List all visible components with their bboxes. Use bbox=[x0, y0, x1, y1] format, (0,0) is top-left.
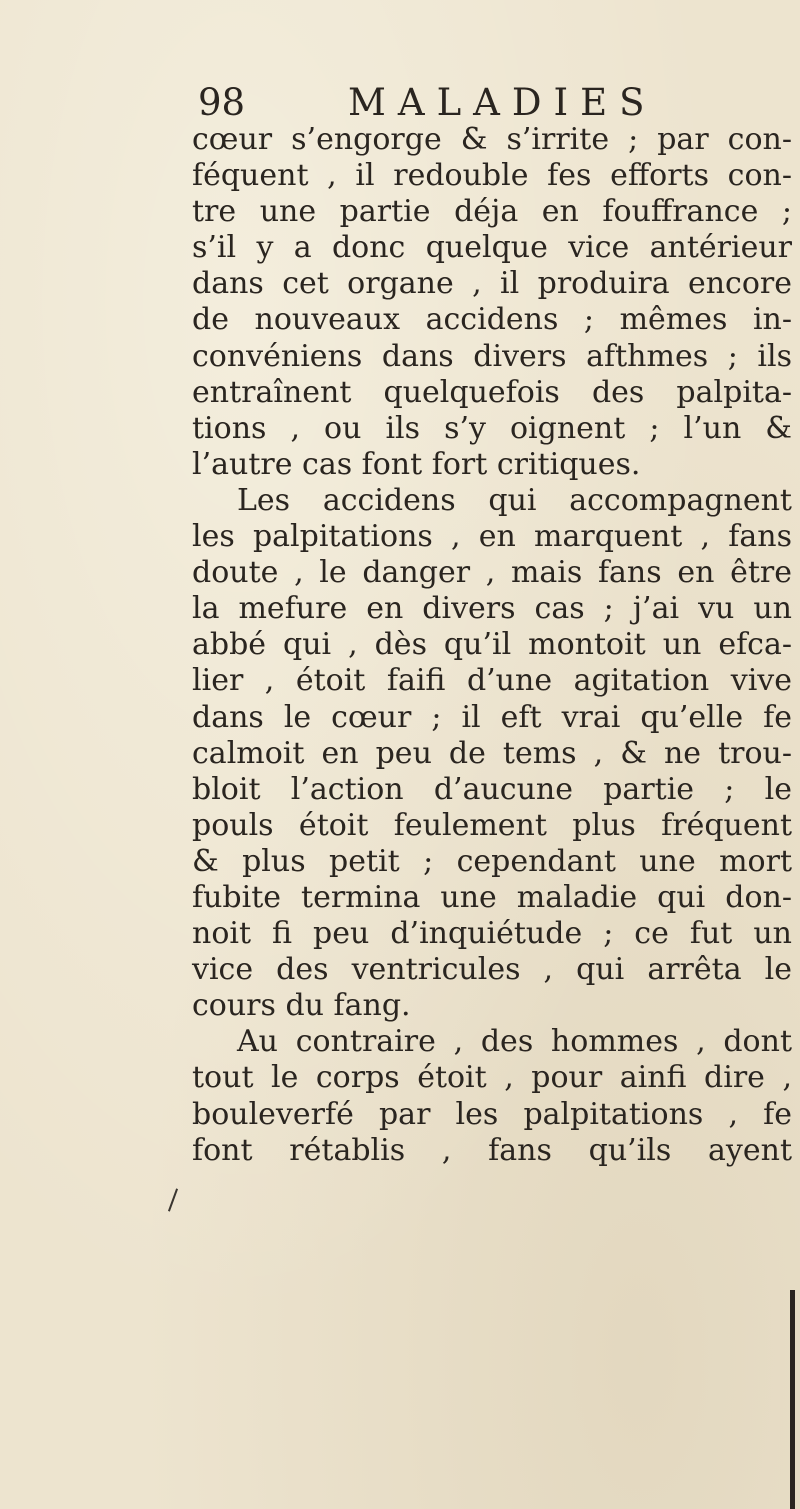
page-header bbox=[198, 80, 657, 126]
text-line: doute , le danger , mais fans en être bbox=[192, 555, 792, 591]
text-line: s’il y a donc quelque vice antérieur bbox=[192, 230, 792, 266]
text-line: pouls étoit feulement plus fréquent bbox=[192, 807, 792, 843]
text-line: entraînent quelquefois des palpita- bbox=[192, 374, 792, 410]
text-line: cœur s’engorge & s’irrite ; par con- bbox=[192, 122, 792, 157]
margin-mark bbox=[168, 1188, 178, 1211]
text-line: bouleverfé par les palpitations , fe bbox=[192, 1096, 792, 1132]
text-line: abbé qui , dès qu’il montoit un efca- bbox=[192, 627, 792, 663]
text-line: tout le corps étoit , pour ainfi dire , bbox=[192, 1060, 792, 1096]
text-line: les palpitations , en marquent , fans bbox=[192, 519, 792, 555]
text-line: noit fi peu d’inquiétude ; ce fut un bbox=[192, 916, 792, 952]
text-line: de nouveaux accidens ; mêmes in- bbox=[192, 302, 792, 338]
text-line: convéniens dans divers afthmes ; ils bbox=[192, 338, 792, 374]
text-line: Au contraire , des hommes , dont bbox=[237, 1024, 792, 1060]
text-line: tions , ou ils s’y oignent ; l’un & bbox=[192, 410, 792, 446]
text-line: féquent , il redouble fes efforts con- bbox=[192, 158, 792, 194]
text-line: vice des ventricules , qui arrêta le bbox=[192, 952, 792, 988]
text-line: l’autre cas font fort critiques. bbox=[192, 446, 641, 482]
page-edge-mark bbox=[790, 1290, 795, 1509]
text-line: & plus petit ; cependant une mort bbox=[192, 843, 792, 879]
running-title: MALADIES bbox=[348, 81, 657, 124]
text-line: la mefure en divers cas ; j’ai vu un bbox=[192, 591, 792, 627]
text-line: fubite termina une maladie qui don- bbox=[192, 879, 792, 915]
text-line: dans le cœur ; il eft vrai qu’elle fe bbox=[192, 699, 792, 735]
text-line: Les accidens qui accompagnent bbox=[237, 482, 792, 518]
text-line: bloit l’action d’aucune partie ; le bbox=[192, 771, 792, 807]
text-line: tre une partie déja en fouffrance ; bbox=[192, 194, 792, 230]
text-line: cours du fang. bbox=[192, 988, 411, 1024]
text-line: lier , étoit faifi d’une agitation vive bbox=[192, 663, 792, 699]
text-line: font rétablis , fans qu’ils ayent bbox=[192, 1132, 792, 1168]
text-line: calmoit en peu de tems , & ne trou- bbox=[192, 735, 792, 771]
body-text bbox=[192, 122, 792, 1169]
text-line: dans cet organe , il produira encore bbox=[192, 266, 792, 302]
page-number: 98 bbox=[198, 81, 246, 124]
